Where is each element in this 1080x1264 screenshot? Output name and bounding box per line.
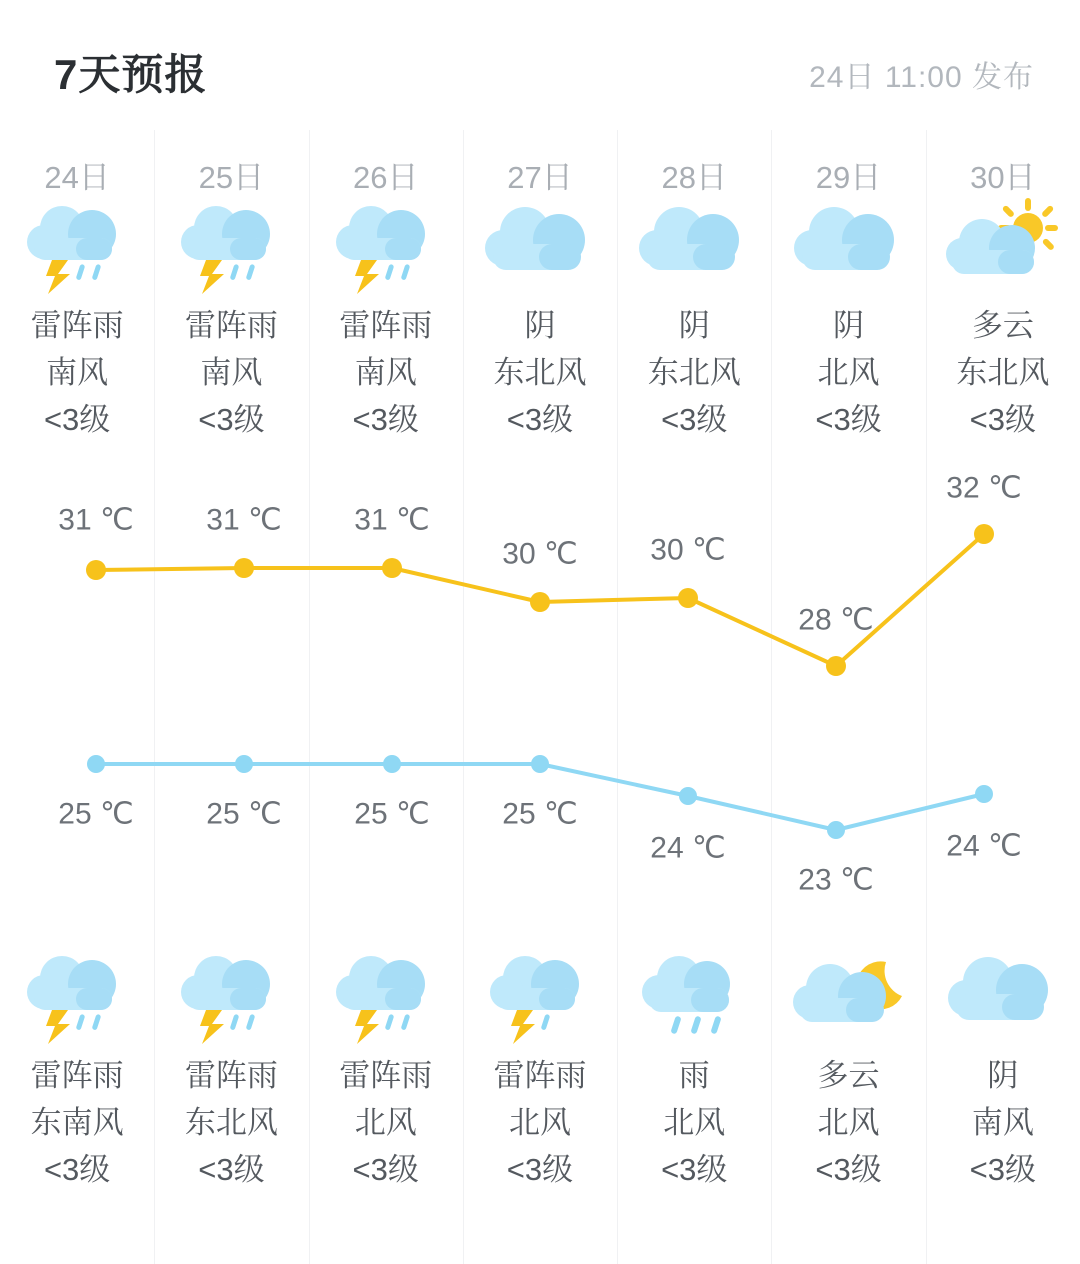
header: [0, 42, 1080, 104]
forecast-day-column[interactable]: [309, 130, 463, 1264]
high-temp-label: 28 ℃: [798, 603, 874, 637]
low-temp-label: 25 ℃: [354, 797, 430, 831]
forecast-day-column[interactable]: [617, 130, 771, 1264]
low-temp-label: 25 ℃: [502, 797, 578, 831]
high-temp-label: 32 ℃: [946, 471, 1022, 505]
day-label: 30日: [970, 160, 1036, 195]
day-label: 27日: [507, 160, 573, 195]
day-description: 雷阵雨 南风 <3级: [339, 308, 433, 437]
thunderstorm-icon: [327, 198, 445, 294]
overcast-icon: [635, 198, 753, 294]
low-temp-label: 24 ℃: [946, 829, 1022, 863]
publish-time: 24日 11:00 发布: [809, 61, 1034, 94]
forecast-day-column[interactable]: [926, 130, 1080, 1264]
day-label: 29日: [815, 160, 882, 195]
day-description: 雷阵雨 南风 <3级: [184, 308, 278, 437]
day-label: 28日: [661, 160, 727, 195]
night-description: 阴 南风 <3级: [969, 1058, 1036, 1187]
day-description: 阴 北风 <3级: [815, 308, 882, 437]
night-description: 雨 北风 <3级: [661, 1058, 728, 1187]
night-description: 多云 北风 <3级: [815, 1058, 882, 1187]
high-temp-label: 30 ℃: [502, 537, 578, 571]
high-temp-label: 30 ℃: [650, 533, 726, 567]
day-description: 多云 东北风 <3级: [956, 308, 1050, 437]
night-description: 雷阵雨 东北风 <3级: [184, 1058, 278, 1187]
low-temp-label: 25 ℃: [58, 797, 134, 831]
rain-icon: [635, 948, 753, 1044]
thunderstorm-icon: [327, 948, 445, 1044]
night-description: 雷阵雨 东南风 <3级: [30, 1058, 124, 1187]
forecast-day-column[interactable]: [0, 130, 154, 1264]
day-description: 阴 东北风 <3级: [493, 308, 587, 437]
high-temp-label: 31 ℃: [206, 503, 282, 537]
low-temp-label: 24 ℃: [650, 831, 726, 865]
high-temp-label: 31 ℃: [58, 503, 134, 537]
day-label: 24日: [44, 160, 110, 195]
overcast-icon: [481, 198, 599, 294]
day-label: 26日: [352, 160, 419, 195]
forecast-columns: [0, 130, 1080, 1264]
night-description: 雷阵雨 北风 <3级: [339, 1058, 433, 1187]
forecast-day-column[interactable]: [463, 130, 617, 1264]
forecast-day-column[interactable]: [771, 130, 925, 1264]
thunderstorm-icon: [18, 198, 136, 294]
overcast-icon: [944, 948, 1062, 1044]
night-description: 雷阵雨 北风 <3级: [493, 1058, 587, 1187]
partly-cloudy-day-icon: [944, 198, 1062, 294]
forecast-day-column[interactable]: [154, 130, 308, 1264]
high-temp-label: 31 ℃: [354, 503, 430, 537]
page-title: 7天预报: [54, 51, 208, 98]
thunderstorm-icon: [481, 948, 599, 1044]
thunderstorm-icon: [172, 198, 290, 294]
overcast-icon: [790, 198, 908, 294]
thunderstorm-icon: [172, 948, 290, 1044]
day-label: 25日: [198, 160, 265, 195]
thunderstorm-icon: [18, 948, 136, 1044]
partly-cloudy-night-icon: [790, 948, 908, 1044]
day-description: 雷阵雨 南风 <3级: [30, 308, 124, 437]
day-description: 阴 东北风 <3级: [647, 308, 741, 437]
low-temp-label: 25 ℃: [206, 797, 282, 831]
low-temp-label: 23 ℃: [798, 863, 874, 897]
